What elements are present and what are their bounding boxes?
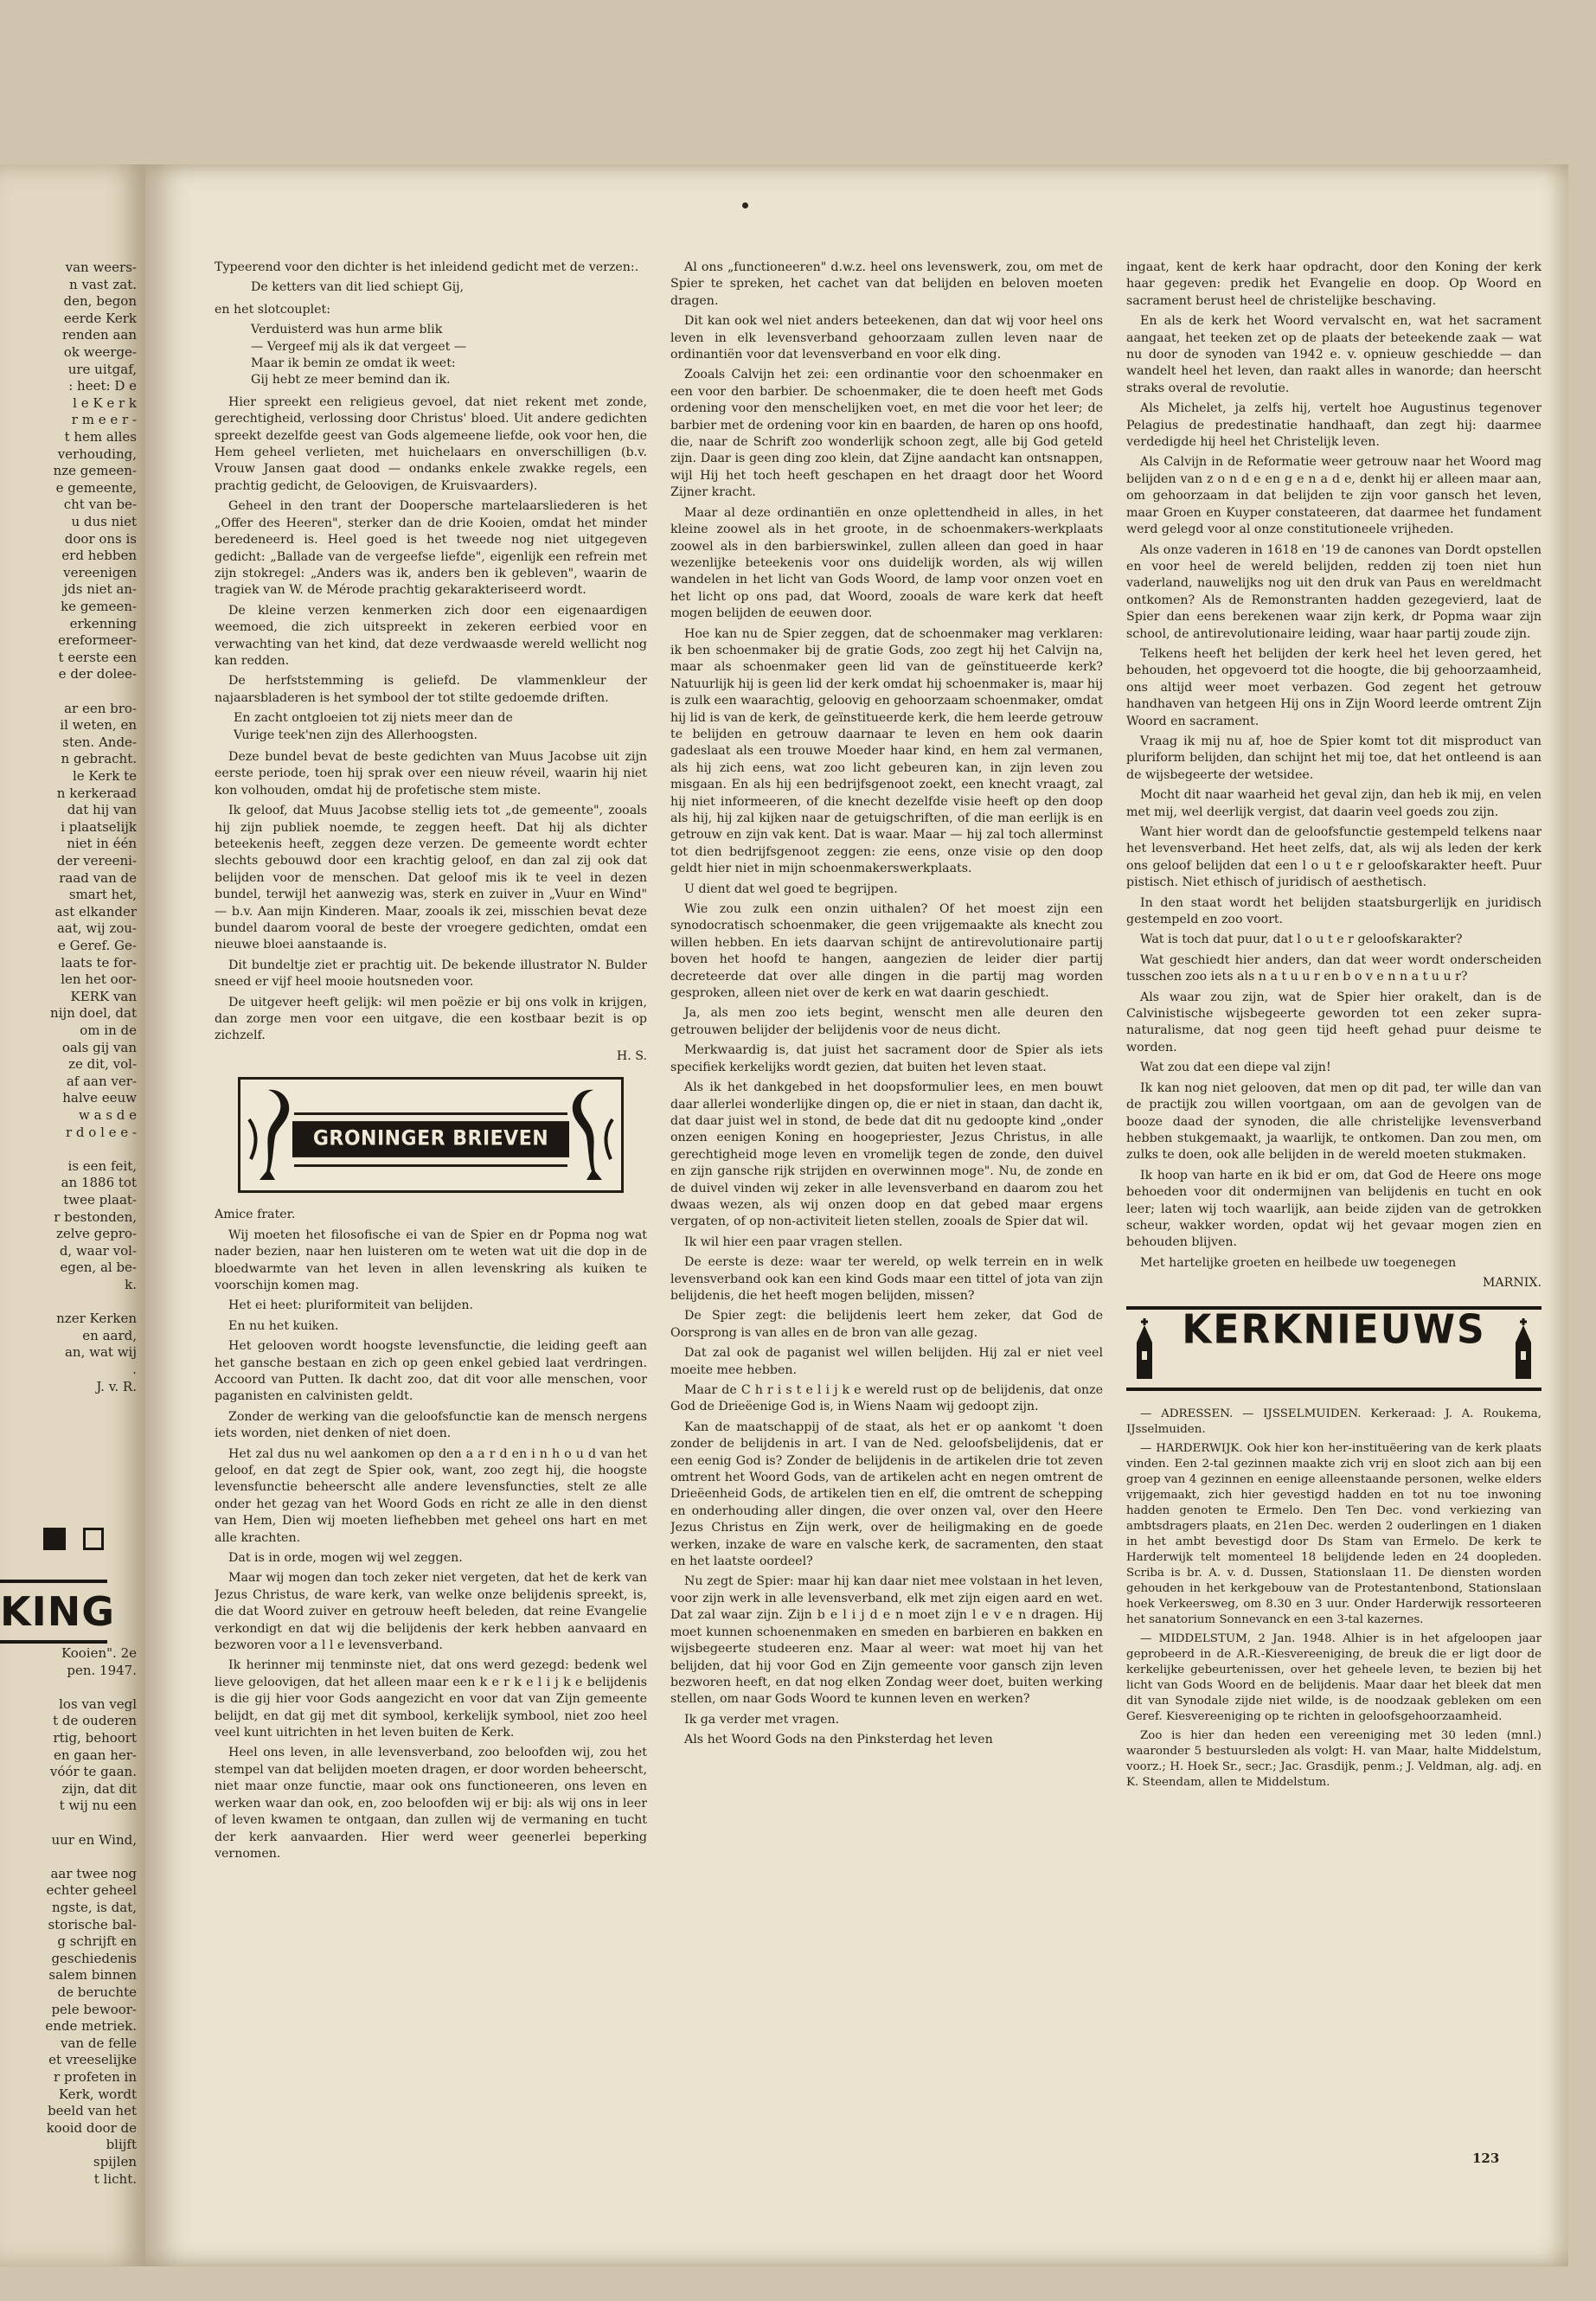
facing-page-line: af aan ver- [66,1073,137,1089]
facing-page-line: nzer Kerken [56,1311,137,1327]
facing-page-line: e der dolee- [58,666,137,683]
page-dot [742,202,748,208]
facing-page-line: n gebracht. [61,751,137,767]
facing-page-line: kooid door de [46,2119,137,2136]
paragraph: Wat is toch dat puur, dat l o u t e r geloofskarakter? [1140,933,1463,947]
facing-page-line: ure uitgaf, [67,361,137,377]
facing-page-line: salem binnen [48,1967,137,1984]
facing-page-line: ke gemeen- [61,599,137,614]
facing-page-line: zijn, dat dit [61,1780,137,1797]
column-3 [1126,260,1542,2180]
facing-page-line: om in de [80,1022,137,1038]
facing-page-line: blijft [106,2137,137,2153]
paragraph: Dat zal ook de paganist wel willen belijden. Hij zal er niet veel moeite mee hebben. [670,1346,1103,1377]
bird-ornament-icon [244,1085,292,1183]
news-item: — HARDERWIJK. Ook hier kon her-instituëering van de kerk plaats vinden. Een 2-tal gezinnen maakte zich vrij en sloot zich aan bij een groep van 4 gezinnen en eenige alleenstaande personen, welke elders vrijgemaakt, zich hier gevestigd hadden en tot nu toe inwoning hadden genoten te Ermelo. Den Ten Dec. vond verkiezing van ambtsdragers plaats, en 21en Dec. werden 2 ouderlingen en 1 diaken in het ambt bevestigd door Ds Stam van Ermelo. De kerk te Harderwijk telt momenteel 18 belijdende leden en 24 doopleden. Scriba is br. A. v. d. Dussen, Stationslaan 11. De diensten worden gehouden in het kerkgebouw van de Protestantenbond, Stationslaan hoek Verkeersweg, om 8.30 en 3 uur. Onder Harderwijk ressorteeren het sanatorium Sonnevanck en een 3-tal kazernes. [1126,1441,1542,1626]
facing-page-line: raad van de [59,869,137,886]
facing-page-line: Kerk, wordt [58,2086,137,2102]
facing-page-line: storische bal- [48,1916,137,1932]
facing-page-line: w a s d e [78,1107,137,1123]
paragraph: Wij moeten het filosofische ei van de Spier en dr Popma nog wat nader bezien, naar hen luisteren om te weten wat uit die dop in de bloedwarmte van het leven in allen levenskring als kuiken te voorschijn komen mag. [215,1227,647,1292]
facing-page-line: : heet: D e [68,378,137,394]
newspaper-page [145,164,1568,2266]
paragraph: Maar wij mogen dan toch zeker niet vergeten, dat het de kerk van Jezus Christus, de ware kerk, van welke onze belijdenis spreekt, is, die dat Woord zuiver en getrouw heeft beleden, dat reine Evangelie verkondigt en dat wij die belijdenis der kerk hebben aanvaard en bezworen voor a l l e levensverband. [215,1571,647,1653]
paragraph: En als de kerk het Woord vervalscht en, wat het sacrament aangaat, het teeken zet op de plaats der beteekende zaak — wat nu door de synoden van 1942 e. v. opnieuw geschiedde — dan wandelt heel het leven, dan raakt alles in wanorde; dan heerscht straks overal de revolutie. [1126,314,1542,395]
paragraph: Dit bundeltje ziet er prachtig uit. De bekende illustrator N. Bulder sneed er vijf heel mooie houtsneden voor. [215,958,647,990]
facing-page-line: e Geref. Ge- [57,938,137,953]
facing-page-line: verhouding, [57,445,137,462]
paragraph: De eerste is deze: waar ter wereld, op welk terrein en in welk levensverband ook kan een kind Gods maar een tittel of jota van zijn belijdenis, die het heeft mogen belijden, missen? [670,1255,1103,1303]
facing-page-line: len het oor- [61,971,137,988]
paragraph: Mocht dit naar waarheid het geval zijn, dan heb ik mij, en velen met mij, wel deerlijk vergist, dat daarin veel goeds zou zijn. [1126,788,1542,819]
paragraph: Geheel in den trant der Doopersche martelaarsliederen is het „Offer des Heeren", sterker dan de drie Kooien, omdat het minder beredeneerd is. Heel goed is het tweede nog niet uitgegeven gedicht: „Ballade van de vergeefse liefde", eigenlijk een refrein met zijn stokregel: „Anders was ik, anders ben ik gebleven", waarin de tragiek van W. de Mérode prachtig gekarakteriseerd wordt. [215,499,647,598]
paragraph: Ik ga verder met vragen. [684,1712,840,1727]
facing-page-line: jds niet an- [63,581,137,598]
paragraph: Heel ons leven, in alle levensverband, zoo beloofden wij, zou het stempel van dat belijden moeten dragen, er door worden beheerscht, niet maar onze functie, maar ook ons functioneeren, ons leven en werken waar dan ook, en, zoo beloofden wij er bij: als wij ons in leer of leven kwamen te ontgaan, dan zullen wij de vermaning en tucht der kerk aanvaarden. Hier werd weer geenerlei beperking vernomen. [215,1746,647,1861]
paragraph: en het slotcouplet: [215,302,330,317]
paragraph: Als ik het dankgebed in het doopsformulier lees, en men bouwt daar allerlei wonderlijke dingen op, die er niet in staan, dan dacht ik, dat daar juist wel in stond, de bede dat dit nu gedoopte kind „onder onzen eenigen Koning en hoogepriester, Jezus Christus, in alle gerechtigheid moge leven en vromelijk tegen de zonde, den duivel en zijn gansche rijk strijden en overwinnen moge". Nu, de zonde en de duivel vinden wij zeker in alle levensverband en daarom zou het dwaas wezen, als wij onzen doop en dat gebed maar ergens vergaten, of op non-activiteit lieten stellen, zooals de Spier dat wil. [670,1080,1103,1229]
paragraph: Telkens heeft het belijden der kerk heel het leven gered, het behouden, het opgevoerd tot die hoogte, die bij gehoorzaamheid, ons altijd weer moet verbazen. God zegent het getrouw handhaven van hetgeen Hij ons in Zijn Woord leerde omtrent Zijn Woord en sacrament. [1126,646,1542,728]
signature: H. S. [616,1048,647,1063]
facing-page-line: geschiedenis [51,1950,137,1966]
facing-page-line: cht van be- [63,497,137,513]
paragraph: Typeerend voor den dichter is het inleidend gedicht met de verzen:. [215,260,639,274]
facing-page-line: d, waar vol- [59,1242,137,1259]
news-item: — MIDDELSTUM, 2 Jan. 1948. Alhier is in het afgeloopen jaar geprobeerd in de A.R.-Kiesvereeniging, de breuk die er ligt door de kerkelijke gebeurtenissen, over het geheele leven, te bezien bij het licht van Gods Woord en de belijdenis. Maar daar het bleek dat men dit van Synodale zijde niet wilde, is de noodzaak gebleken om een Geref. Kiesvereeniging op te richten in geloofsgehoorzaamheid. [1126,1631,1542,1723]
paragraph: In den staat wordt het belijden staatsburgerlijk en juridisch gestempeld en zoo voort. [1126,895,1542,927]
verse: De ketters van dit lied schiept Gij, [251,280,465,295]
facing-page-line: laats te for- [61,954,137,971]
facing-page [0,164,145,2266]
paragraph: De kleine verzen kenmerken zich door een eigenaardigen weemoed, die zich uitspreekt in zekeren eerbied voor en verwachting van het kind, dat deze verdwaasde wereld wellicht nog kan redden. [215,603,647,668]
paragraph: Deze bundel bevat de beste gedichten van Muus Jacobse uit zijn eerste periode, toen hij sprak over een nieuw réveil, waarin hij niet kon volhouden, omdat hij de profetische stem miste. [215,749,647,798]
facing-page-line: echter geheel [46,1882,137,1899]
paragraph: Kan de maatschappij of de staat, als het er op aankomt 't doen zonder de belijdenis in art. I van de Ned. geloofsbelijdenis, dat er een eenig God is? Zonder de belijdenis in de artikelen drie tot zeven omtrent het Woord Gods, van de artikelen acht en negen omtrent de Drieëenheid Gods, de artikelen tien en elf, die omtrent de schepping en onderhouding aller dingen, die over onzen val, over den Heere Jezus Christus en Zijn werk, over de heiligmaking en de goede werken, inzake de ware en valsche kerk, de sacramenten, den staat en het laatste oordeel? [670,1420,1103,1569]
paragraph: U dient dat wel goed te begrijpen. [684,881,898,896]
paragraph: Ik herinner mij tenminste niet, dat ons werd gezegd: bedenk wel lieve geloovigen, dat het alleen maar een k e r k e l i j k e belijdenis is die gij hier voor Gods aangezicht en voor dat van Zijn gemeente belijdt, en dat gij met dit symbool, kerkelijk symbool, niet zoo heel veel kunt uitrichten in het leven buiten de Kerk. [215,1658,647,1740]
salutation: Amice frater. [215,1208,296,1222]
facing-page-line: e gemeente, [55,479,137,496]
facing-page-line: is een feit, [67,1157,137,1174]
facing-page-line: de beruchte [57,1984,137,2000]
paragraph: De Spier zegt: die belijdenis leert hem zeker, dat God de Oorsprong is van alles en de bron van alle gezag. [670,1309,1103,1340]
facing-page-line: n vast zat. [69,276,137,292]
paragraph: Hoe kan nu de Spier zeggen, dat de schoenmaker mag verklaren: ik ben schoenmaker bij de gratie Gods, zoo zegt hij het Calvijn na, maar als schoenmaker geen lid van de geïnstitueerde kerk? Natuurlijk hij is geen lid der kerk omdat hij schoenmaker is, maar hij is zulk een waarachtig, geloovig en gehoorzaam schoenmaker, omdat hij lid is van de kerk, de geïnstitueerde kerk, die hem leerde getrouw te belijden en getrouw daarnaar te leven en hem ook daarin gadeslaat als een trouwe Moeder haar kind, en hem zal vermanen, als hij zich eens, wat zoo licht gebeuren kan, in zijn leven zou misgaan. En als hij een bedrijfsgenoot zoekt, een knecht vraagt, zal hij niet informeeren, of die knecht dezelfde visie heeft op den doop als hij, hij zal kijken naar de getuigschriften, of die man eerlijk is en getrouw en zijn vak kent. Dat is waar. Maar — hij zal toch allerminst tot dien bedrijfsgenoot zeggen: zie eens, onze visie op den doop geldt hier niet in mijn schoenmakerswerkplaats. [670,626,1103,876]
signature: MARNIX. [1482,1276,1542,1291]
paragraph: Wie zou zulk een onzin uithalen? Of het moest zijn een synodocratisch schoenmaker, die geen vrijgemaakte als knecht zou willen hebben. En iets daarvan schijnt de antirevolutionaire partij boven het hoofd te hangen, aangezien de leider dier partij decreteerde dat over alle dingen in die partij mag worden gesproken, alleen niet over de kerk en wat daarin geschiedt. [670,902,1103,1001]
facing-page-line: ast elkander [54,903,137,920]
facing-page-line: dat hij van [67,802,137,818]
paragraph: Dit kan ook wel niet anders beteekenen, dan dat wij voor heel ons leven in elk levensverband gehoorzaam zullen leven naar de ordinantiën voor dat levensverband en voor elk ding. [670,314,1103,362]
left-page-banner: KING [0,1580,107,1644]
facing-page-line: aar twee nog [50,1865,137,1881]
facing-page-line: t de ouderen [53,1713,137,1729]
banner-rule [294,1112,567,1115]
facing-page-line: spijlen [93,2154,137,2170]
paragraph: Dat is in orde, mogen wij wel zeggen. [228,1551,463,1565]
facing-page-line: ar een bro- [64,700,137,716]
facing-page-line: g schrijft en [57,1933,137,1950]
paragraph: Het ei heet: pluriformiteit van belijden. [228,1298,474,1313]
facing-page-line: oals gij van [61,1039,137,1055]
paragraph: Als het Woord Gods na den Pinksterdag het leven [684,1733,993,1747]
paragraph: Maar al deze ordinantiën en onze oplettendheid in alles, in het kleine zoowel als in het groote, in de schoenmakers-werkplaats zoowel als in den barbierswinkel, zullen alleen dan goed in haar wezenlijke beteekenis voor ons duidelijk worden, als wij willen wandelen in het licht van Gods Woord, de lamp voor onzen voet en het licht op ons pad, dat Woord, zooals de ware kerk dat heeft mogen belijden de eeuwen door. [670,505,1103,621]
facing-page-line: renden aan [61,327,137,343]
paragraph: Merkwaardig is, dat juist het sacrament door de Spier als iets specifiek kerkelijks wordt gezien, dat buiten het leven staat. [670,1043,1103,1074]
verse: En zacht ontgloeien tot zij niets meer dan de Vurige teek'nen zijn des Allerhoogsten. [234,711,513,742]
news-item: — ADRESSEN. — IJSSELMUIDEN. Kerkeraad: J. A. Roukema, IJsselmuiden. [1126,1407,1542,1436]
facing-page-line: den, begon [63,293,137,310]
bird-ornament-icon [569,1085,618,1183]
facing-page-line: r m e e r - [71,412,137,428]
facing-page-line: rtig, behoort [53,1730,137,1746]
facing-page-line: et vreeselijke [48,2052,137,2068]
paragraph: Nu zegt de Spier: maar hij kan daar niet mee volstaan in het leven, voor zijn werk in alle levensverband, elk met zijn eigen aard en wet. Dat zal waar zijn. Zijn b e l i j d e n moet zijn l e v e n dragen. Hij moet kunnen schoenenmaken en smeden en barbieren en bakken en wijsbegeerte studeeren enz. Maar al weer: wat moet hij van het belijden, dat hij voor God en Zijn gemeente voor gansch zijn leven bezworen heeft, en dat nog elken Zondag weer doet, buiten werking stellen, om naar Gods Woord te kunnen leven en werken? [670,1574,1103,1707]
facing-page-line: r d o l e e - [65,1124,137,1140]
paragraph: Hier spreekt een religieus gevoel, dat niet rekent met zonde, gerechtigheid, verlossing door Christus' bloed. Uit andere gedichten spreekt dezelfde geest van Gods algemeene liefde, ook voor hen, die Hem geheel verlieten, met huichelaars en onverschilligen (b.v. Vrouw Jansen gaat dood — ondanks enkele zwakke regels, een prachtig gedicht, de Geloovigen, de Kruisvaarders). [215,394,647,493]
facing-page-line: i plaatselijk [61,818,137,835]
facing-page-line: an, wat wij [64,1344,137,1361]
facing-page-line: van de felle [61,2035,137,2051]
paragraph: ingaat, kent de kerk haar opdracht, door den Koning der kerk haar gegeven: predik het Evangelie en doop. Op Woord en sacrament berust heel de christelijke beschaving. [1126,260,1542,308]
paragraph: Ik kan nog niet gelooven, dat men op dit pad, ter wille dan van de practijk zou willen voortgaan, om aan de gevolgen van de booze daad der synoden, die alle christelijke levensverband hebben stukgemaakt, ja waarlijk, te ontkomen. Dan zou men, om zulks te doen, ook alle belijden in de wereld moeten stukmaken. [1126,1080,1542,1163]
facing-page-line: aat, wij zou- [56,920,137,937]
paragraph: Wat geschiedt hier anders, dan dat weer wordt onderscheiden tusschen zoo iets als n a t u u r en b o v e n n a t u u r? [1126,952,1542,984]
facing-page-line: vereenigen [63,564,137,580]
facing-page-line: le Kerk te [72,768,137,784]
facing-page-line: an 1886 tot [61,1175,137,1191]
paragraph: Het gelooven wordt hoogste levensfunctie, die leiding geeft aan het gansche bestaan en zich op geen enkel gebied laat verdringen. Accoord van Putten. Ik dacht zoo, dat dit voor alle menschen, voor paganisten en calvinisten geldt. [215,1339,647,1404]
facing-page-line: sten. Ande- [62,734,137,750]
facing-page-line: uur en Wind, [51,1831,137,1848]
page-number: 123 [1472,2150,1500,2166]
facing-page-line: der vereeni- [56,853,137,868]
paragraph: En nu het kuiken. [228,1318,339,1333]
column-2 [670,260,1103,2180]
news-item: Zoo is hier dan heden een vereeniging met 30 leden (mnl.) waaronder 5 bestuursleden als volgt: H. van Maar, halte Middelstum, voorz.; H. Hoek Sr., secr.; Jac. Grasdijk, penm.; J. Veldman, alg. adj. en K. Steendam, allen te Middelstum. [1126,1728,1542,1789]
paragraph: Ik hoop van harte en ik bid er om, dat God de Heere ons moge behoeden voor dit ondermijnen van belijdenis en tucht en ook leer; laten wij toch waarlijk, aan beide zijden van de getrokken scheur, wakker worden, opdat wij het gevaar mogen zien en behouden blijven. [1126,1168,1542,1250]
column-1 [215,260,647,2180]
paragraph: Ik wil hier een paar vragen stellen. [684,1234,903,1249]
facing-page-line: twee plaat- [63,1192,137,1208]
banner-title: GRONINGER BRIEVEN [292,1121,569,1157]
facing-page-line: halve eeuw [62,1090,137,1106]
facing-page-line: t hem alles [64,429,137,445]
paragraph: Ja, als men zoo iets begint, wenscht men alle deuren den getrouwen belijder der belijdenis voor de neus dicht. [670,1006,1103,1037]
facing-page-line: en aard, [82,1327,137,1343]
banner-rule [294,1164,567,1167]
facing-page-line: erkenning [69,615,137,631]
paragraph: Zonder de werking van die geloofsfunctie kan de mensch nergens iets worden, niet denken of niet doen. [215,1409,647,1441]
paragraph: Als waar zou zijn, wat de Spier hier orakelt, dan is de Calvinistische wijsbegeerte geworden tot een zeker supra-naturalisme, dat nog geen tijd heeft gehad puur deisme te worden. [1126,990,1542,1054]
facing-page-line: r bestonden, [54,1208,137,1225]
paragraph: De uitgever heeft gelijk: wil men poëzie er bij ons volk in krijgen, dan zorge men voor een uitgave, die een kostbaar bezit is op zichzelf. [215,995,647,1043]
facing-page-line: los van vegl [59,1695,137,1712]
facing-page-line: t eerste een [58,649,137,665]
paragraph: Want hier wordt dan de geloofsfunctie gestempeld telkens naar het levensverband. Het heet zelfs, dat, als wij als leden der kerk ons geloof belijden dat een l o u t e r geloofskarakter heeft. Puur pistisch. Niet ethisch of juridisch of aesthetisch. [1126,825,1542,890]
facing-page-line: van weers- [65,260,137,275]
paragraph: Maar de C h r i s t e l i j k e wereld rust op de belijdenis, dat onze God de Drieëenige God is, in Wiens Naam wij gedoopt zijn. [670,1383,1103,1414]
paragraph: Als onze vaderen in 1618 en '19 de canones van Dordt opstellen en voor heel de wereld belijden, redden zij toen niet hun vaderland, nauwelijks nog uit den druk van Paus en wereldmacht ontkomen? Als de Remonstranten hadden gezegevierd, laat de Spier dan eens berekenen waar zijn kerk, dr Popma waar zijn school, de antirevolutionaire leiding, waar haar partij zoude zijn. [1126,542,1542,641]
facing-page-line: n kerkeraad [56,785,137,801]
verse: Verduisterd was hun arme blik — Vergeef mij als ik dat vergeet — Maar ik bemin ze omdat ik weet: Gij hebt ze meer bemind dan ik. [251,323,467,388]
facing-page-line: ze dit, vol- [68,1056,137,1073]
facing-page-line: . [132,1362,137,1377]
facing-page-line: t wij nu een [59,1798,137,1814]
facing-page-line: J. v. R. [96,1378,137,1394]
facing-page-line: eerde Kerk [63,310,137,326]
facing-page-line: nijn doel, dat [50,1005,137,1022]
facing-page-line: en gaan her- [54,1747,137,1763]
facing-page-line: ngste, is dat, [51,1900,137,1915]
facing-page-line: t licht. [93,2170,137,2187]
left-page-ornament [83,1528,104,1550]
facing-page-line: niet in één [67,836,137,852]
facing-page-line: ok weerge- [63,344,137,360]
facing-page-line: ende metriek. [45,2018,137,2035]
paragraph: Wat zou dat een diepe val zijn! [1140,1061,1331,1075]
left-page-ornament [43,1528,66,1550]
facing-page-line: u dus niet [71,514,137,529]
facing-page-line: Kooien". 2e [61,1645,137,1661]
facing-page-line: zelve gepro- [55,1226,137,1242]
facing-page-line: smart het, [68,887,137,903]
kerknieuws-banner [1126,1306,1542,1391]
facing-page-line: KERK van [70,988,137,1004]
facing-page-line: l e K e r k [73,394,137,411]
facing-page-line: k. [125,1277,137,1292]
paragraph: Met hartelijke groeten en heilbede uw toegenegen [1140,1255,1457,1270]
facing-page-line: il weten, en [60,717,137,734]
kerknieuws-title: KERKNIEUWS [1182,1306,1486,1353]
church-tower-icon [1510,1317,1536,1381]
facing-page-line: pele bewoor- [51,2001,137,2017]
facing-page-line: pen. 1947. [67,1662,137,1678]
paragraph: Al ons „functioneeren" d.w.z. heel ons levenswerk, zou, om met de Spier te spreken, het cachet van dat belijden en beloven moeten dragen. [670,260,1103,308]
groninger-brieven-banner [238,1077,624,1193]
facing-page-line: beeld van het [48,2103,137,2119]
facing-page-line: ereformeer- [58,632,137,649]
paragraph: De herfststemming is geliefd. De vlammenkleur der najaarsbladeren is het symbool der tot stilte gedoemde driften. [215,674,647,705]
paragraph: Vraag ik mij nu af, hoe de Spier komt tot dit misproduct van pluriform belijden, dan schijnt het mij toe, dat het ontleend is aan de wijsbegeerte der wetsidee. [1126,734,1542,782]
facing-page-line: r profeten in [54,2069,137,2085]
facing-page-line: vóór te gaan. [49,1764,137,1780]
paragraph: Als Calvijn in de Reformatie weer getrouw naar het Woord mag belijden van z o n d e en g e n a d e, denkt hij er alleen maar aan, om gehoorzaam in dat belijden te zijn voor gansch het leven, maar Groen en Kuyper constateeren, dat daarmee het fundament werd gelegd voor al onze constitutioneele vrijheden. [1126,455,1542,537]
paragraph: Het zal dus nu wel aankomen op den a a r d en i n h o u d van het geloof, en dat zegt de Spier ook, want, zoo zegt hij, die hoogste levensfunctie beheerscht alle andere levensfuncties, stelt ze alle onder het gezag van het Woord Gods en richt ze alle in den dienst van Hem, Dien wij moeten liefhebben met geheel ons hart en met alle krachten. [215,1446,647,1545]
paragraph: Zooals Calvijn het zei: een ordinantie voor den schoenmaker en een voor den barbier. De schoenmaker, die te doen heeft met Gods ordening voor den menschelijken voet, en met die voor het leer; de barbier met de ordening voor kin en baarden, de haren op ons hoofd, die, naar de Schrift zoo wonderlijk schoon zegt, alle bij God geteld zijn. Daar is geen ding zoo klein, dat Zijne aandacht kan ontsnappen, wijl Hij het toch heeft geschapen en het draagt door het Woord Zijner kracht. [670,368,1103,500]
facing-page-line: egen, al be- [60,1259,137,1276]
paragraph: Ik geloof, dat Muus Jacobse stellig iets tot „de gemeente", zooals hij zijn publiek noemde, te zeggen heeft. Dat hij als dichter beteekenis heeft, zeggen deze verzen. De gemeente wordt echter slechts gebouwd door een krachtig geloof, en dan zal zij ook dat belijden voor de menschen. Dat geloof mis ik te veel in dezen bundel, terwijl het aanwezig was, sterk en zuiver in „Vuur en Wind" — b.v. Aan mijn Kinderen. Maar, zooals ik zei, misschien bevat deze bundel daarom vooral de beste der vroegere gedichten, omdat een nieuwe bloei aanstaande is. [215,804,647,952]
facing-page-line: erd hebben [61,548,137,564]
facing-page-line: nze gemeen- [53,463,137,479]
facing-page-line: door ons is [64,530,137,547]
paragraph: Als Michelet, ja zelfs hij, vertelt hoe Augustinus tegenover Pelagius de predestinatie handhaaft, dan zegt hij: daarmee verdedigde hij heel het Christelijk leven. [1126,401,1542,450]
